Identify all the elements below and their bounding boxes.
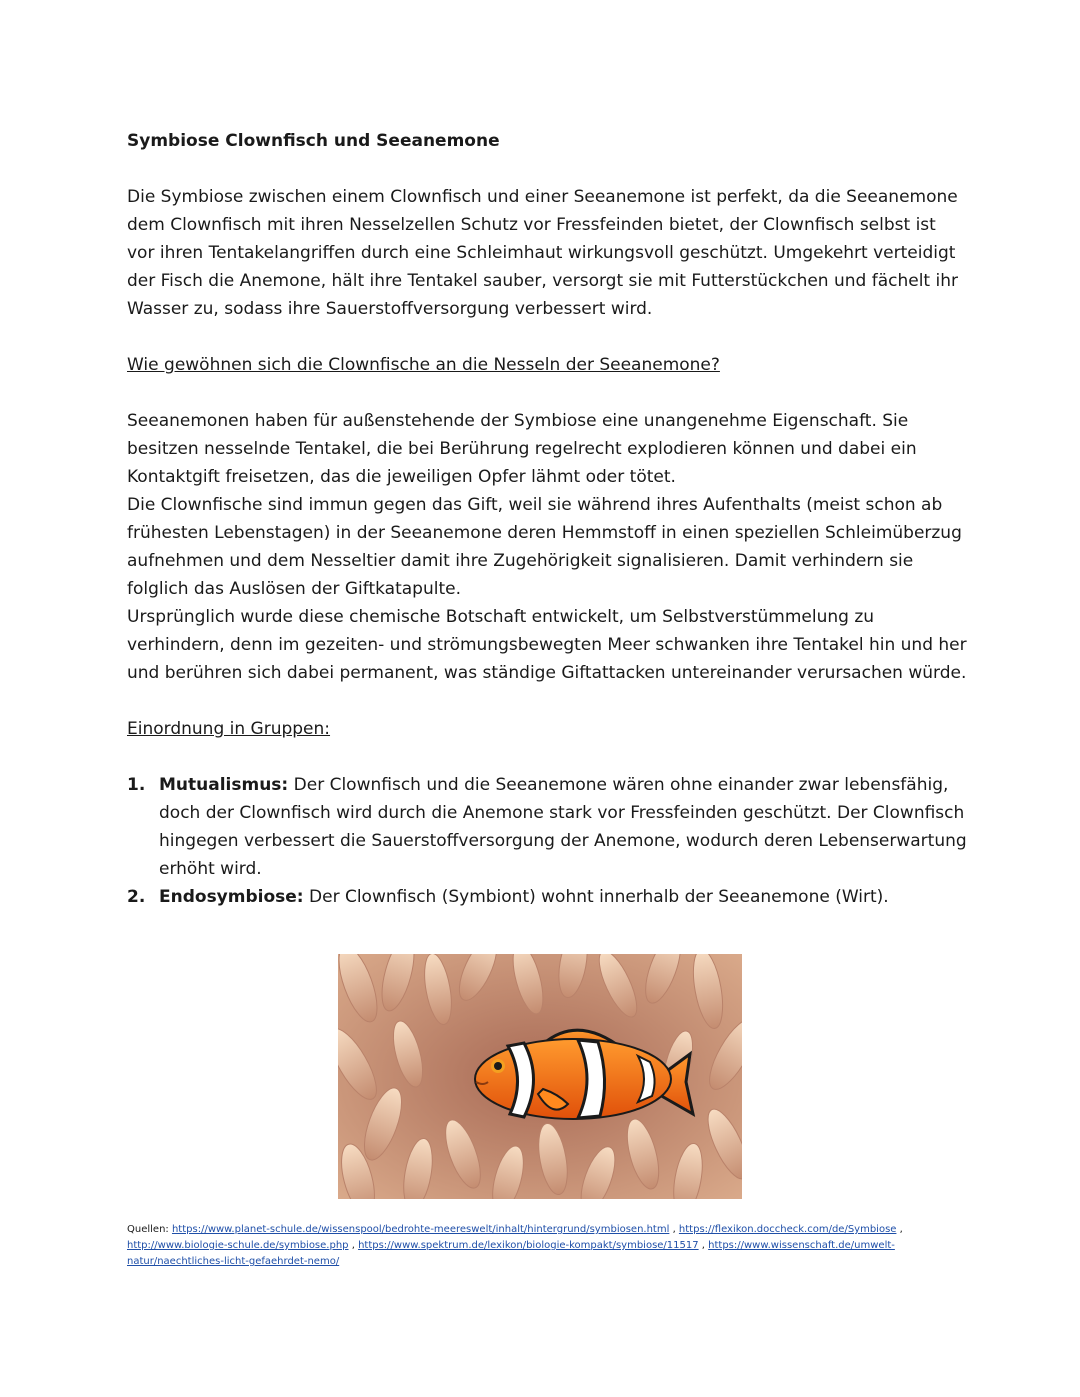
sources-label: Quellen: [127, 1224, 169, 1235]
source-link[interactable]: https://flexikon.doccheck.com/de/Symbiose [678, 1224, 897, 1235]
section-heading-gruppen: Einordnung in Gruppen: [127, 719, 331, 739]
group-list [127, 771, 967, 911]
source-link[interactable]: https://www.wissenschaft.de/umwelt-natur/naechtliches-licht-gefaehrdet-nemo/ [127, 1240, 895, 1267]
section-heading-nesseln: Wie gewöhnen sich die Clownfische an die Nesseln der Seeanemone? [127, 355, 720, 375]
list-number: 1. [127, 775, 146, 795]
source-link[interactable]: https://www.spektrum.de/lexikon/biologie-kompakt/symbiose/11517 [358, 1240, 699, 1251]
source-link[interactable]: http://www.biologie-schule.de/symbiose.php [127, 1240, 349, 1251]
intro-paragraph: Die Symbiose zwischen einem Clownfisch und einer Seeanemone ist perfekt, da die Seeanemone dem Clownfisch mit ihren Nesselzellen Schutz vor Fressfeinden bietet, der Clownfisch selbst ist vor ihren Tentakelangriffen durch eine Schleimhaut wirkungsvoll geschützt. Umgekehrt verteidigt der Fisch die Anemone, hält ihre Tentakel sauber, versorgt sie mit Futterstückchen und fächelt ihr Wasser zu, sodass ihre Sauerstoffversorgung verbessert wird. [127, 187, 958, 319]
list-number: 2. [127, 887, 146, 907]
paragraph-eigenschaft: Seeanemonen haben für außenstehende der Symbiose eine unangenehme Eigenschaft. Sie besitzen nesselnde Tentakel, die bei Berührung regelrecht explodieren können und dabei ein Kontaktgift freisetzen, das die jeweiligen Opfer lähmt oder tötet. [127, 411, 917, 487]
source-link[interactable]: https://www.planet-schule.de/wissenspool/bedrohte-meereswelt/inhalt/hintergrund/symbiosen.html [171, 1224, 670, 1235]
document-page [127, 127, 967, 911]
clownfish-in-anemone-photo-icon [338, 954, 742, 1199]
paragraph-botschaft: Ursprünglich wurde diese chemische Botschaft entwickelt, um Selbstverstümmelung zu verhindern, denn im gezeiten- und strömungsbewegten Meer schwanken ihre Tentakel hin und her und berühren sich dabei permanent, was ständige Giftattacken untereinander verursachen würde. [127, 607, 967, 683]
list-item [127, 883, 967, 911]
list-text: Der Clownfisch und die Seeanemone wären ohne einander zwar lebensfähig, doch der Clownfisch wird durch die Anemone stark vor Fressfeinden geschützt. Der Clownfisch hingegen verbessert die Sauerstoffversorgung der Anemone, wodurch deren Lebenserwartung erhöht wird. [159, 775, 967, 879]
list-text: Der Clownfisch (Symbiont) wohnt innerhalb der Seeanemone (Wirt). [303, 887, 889, 907]
paragraph-immunitaet: Die Clownfische sind immun gegen das Gift, weil sie während ihres Aufenthalts (meist schon ab frühesten Lebenstagen) in der Seeanemone deren Hemmstoff in einen speziellen Schleimüberzug aufnehmen und dem Nesseltier damit ihre Zugehörigkeit signalisieren. Damit verhindern sie folglich das Auslösen der Giftkatapulte. [127, 495, 962, 599]
list-term: Endosymbiose: [159, 887, 304, 907]
clownfish-anemone-image [338, 954, 742, 1199]
document-title: Symbiose Clownfisch und Seeanemone [127, 131, 500, 151]
list-item [127, 771, 967, 883]
list-term: Mutualismus: [159, 775, 289, 795]
sources-block: Quellen: https://www.planet-schule.de/wissenspool/bedrohte-meereswelt/inhalt/hintergrund/symbiosen.html , https://flexikon.doccheck.com/de/Symbiose , http://www.biologie-schule.de/symbiose.php , https://www.spektrum.de/lexikon/biologie-kompakt/symbiose/11517 , https://www.wissenschaft.de/umwelt-natur/naechtliches-licht-gefaehrdet-nemo/ [127, 1224, 903, 1267]
